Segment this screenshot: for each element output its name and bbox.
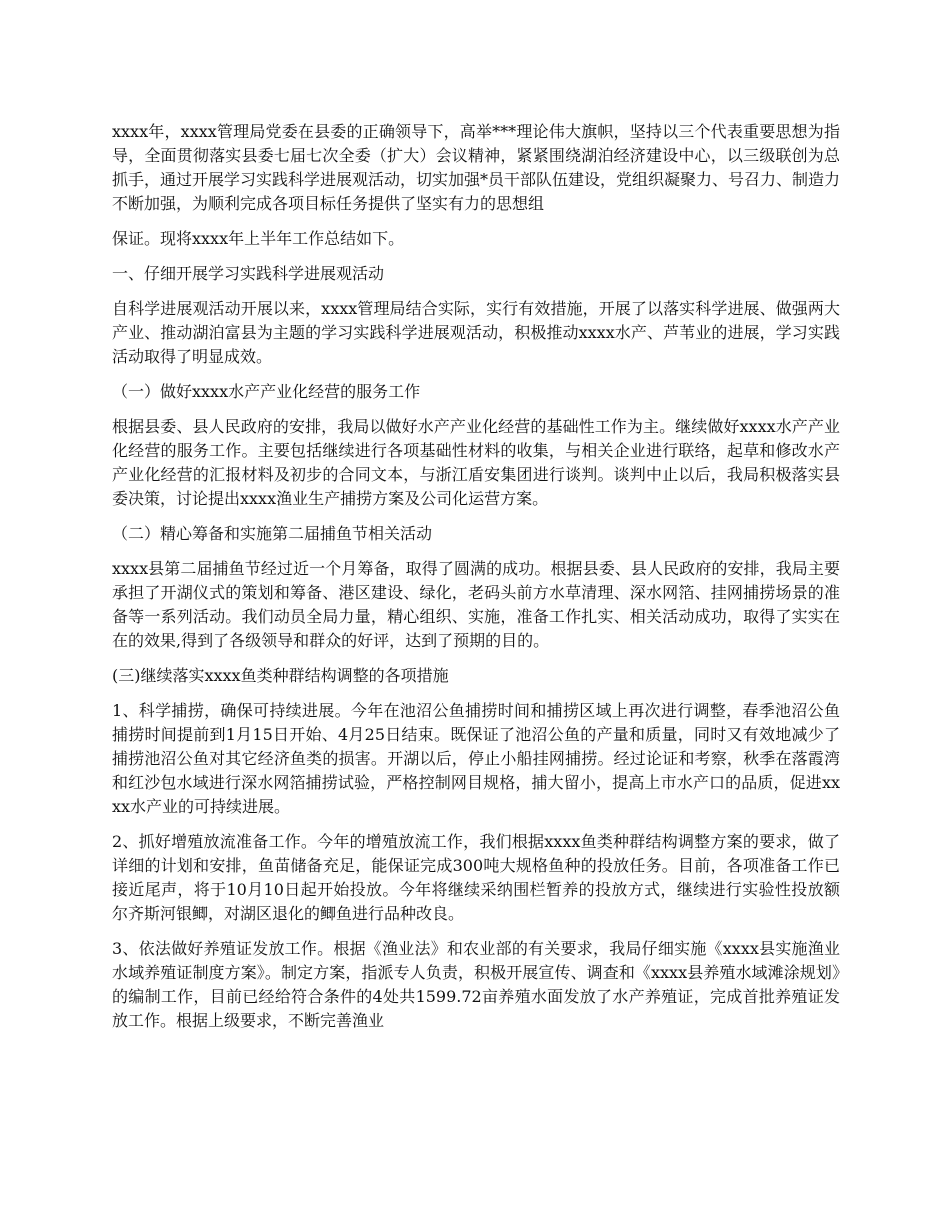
numbered-paragraph-3: 3、依法做好养殖证发放工作。根据《渔业法》和农业部的有关要求，我局仔细实施《xxxx县实施渔业水域养殖证制度方案》。制定方案，指派专人负责，积极开展宣传、调查和《xxxx县养殖水域滩涂规划》的编制工作，目前已经给符合条件的4处共1599.72亩养殖水面发放了水产养殖证，完成首批养殖证发放工作。根据上级要求，不断完善渔业 — [112, 939, 840, 1030]
body-paragraph: 自科学进展观活动开展以来，xxxx管理局结合实际，实行有效措施，开展了以落实科学进展、做强两大产业、推动湖泊富县为主题的学习实践科学进展观活动，积极推动xxxx水产、芦苇业的进展，学习实践活动取得了明显成效。 — [112, 299, 840, 366]
intro-paragraph: xxxx年，xxxx管理局党委在县委的正确领导下，高举***理论伟大旗帜，坚持以三个代表重要思想为指导，全面贯彻落实县委七届七次全委（扩大）会议精神，紧紧围绕湖泊经济建设中心，以三级联创为总抓手，通过开展学习实践科学进展观活动，切实加强*员干部队伍建设，党组织凝聚力、号召力、制造力不断加强，为顺利完成各项目标任务提供了坚实有力的思想组 — [112, 122, 841, 213]
section-heading-1: 一、仔细开展学习实践科学进展观活动 — [112, 264, 385, 283]
body-paragraph: xxxx县第二届捕鱼节经过近一个月筹备，取得了圆满的成功。根据县委、县人民政府的安排，我局主要承担了开湖仪式的策划和筹备、港区建设、绿化，老码头前方水草清理、深水网箔、挂网捕捞场景的准备等一系列活动。我们动员全局力量，精心组织、实施，准备工作扎实、相关活动成功，取得了实实在在的效果,得到了各级领导和群众的好评，达到了预期的目的。 — [112, 559, 840, 650]
subsection-heading-2: （二）精心筹备和实施第二届捕鱼节相关活动 — [112, 524, 433, 543]
numbered-paragraph-2: 2、抓好增殖放流准备工作。今年的增殖放流工作，我们根据xxxx鱼类种群结构调整方案的要求，做了详细的计划和安排，鱼苗储备充足，能保证完成300吨大规格鱼种的投放任务。目前，各项准备工作已接近尾声，将于10月10日起开始投放。今年将继续采纳围栏暂养的投放方式，继续进行实验性投放额尔齐斯河银鲫，对湖区退化的鲫鱼进行品种改良。 — [112, 832, 840, 923]
subsection-heading-3: (三)继续落实xxxx鱼类种群结构调整的各项措施 — [112, 666, 449, 685]
document-body — [112, 120, 840, 1044]
body-paragraph: 根据县委、县人民政府的安排，我局以做好水产产业化经营的基础性工作为主。继续做好xxxx水产产业化经营的服务工作。主要包括继续进行各项基础性材料的收集，与相关企业进行联络，起草和修改水产产业化经营的汇报材料及初步的合同文本，与浙江盾安集团进行谈判。谈判中止以后，我局积极落实县委决策，讨论提出xxxx渔业生产捕捞方案及公司化运营方案。 — [112, 417, 840, 508]
intro-continuation-paragraph: 保证。现将xxxx年上半年工作总结如下。 — [112, 229, 405, 248]
numbered-paragraph-1: 1、科学捕捞，确保可持续进展。今年在池沼公鱼捕捞时间和捕捞区域上再次进行调整，春季池沼公鱼捕捞时间提前到1月15日开始、4月25日结束。既保证了池沼公鱼的产量和质量，同时又有效地减少了捕捞池沼公鱼对其它经济鱼类的损害。开湖以后，停止小船挂网捕捞。经过论证和考察，秋季在落霞湾和红沙包水域进行深水网箔捕捞试验，严格控制网目规格，捕大留小，提高上市水产口的品质，促进xxxx水产业的可持续进展。 — [112, 701, 840, 816]
subsection-heading-1: （一）做好xxxx水产产业化经营的服务工作 — [112, 382, 421, 401]
